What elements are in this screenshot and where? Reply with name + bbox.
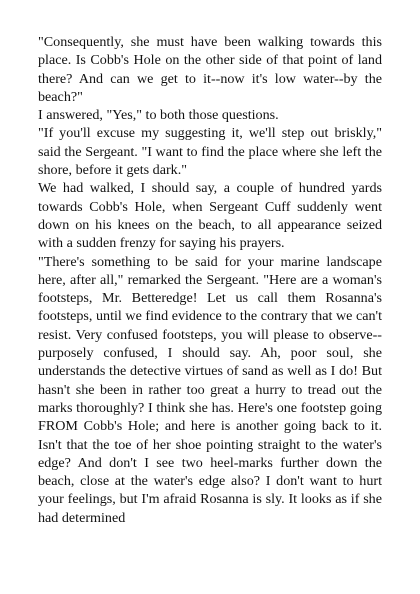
paragraph: "There's something to be said for your marine landscape here, after all," remarked the Sergeant. "Here are a woman's footsteps, Mr. Betteredge! Let us call them Rosanna's footsteps, until we find evidence to the contrary that we can't resist. Very confused footsteps, you will please to observe--purposely confused, I should say. Ah, poor soul, she understands the detective virtues of sand as well as I do! But hasn't she been in rather too great a hurry to tread out the marks thoroughly? I think she has. Here's one footstep going FROM Cobb's Hole; and here is another going back to it. Isn't that the toe of her shoe pointing straight to the water's edge? And don't I see two heel-marks further down the beach, close at the water's edge also? I don't want to hurt your feelings, but I'm afraid Rosanna is sly. It looks as if she had determined <box>38 253 382 526</box>
paragraph: We had walked, I should say, a couple of hundred yards towards Cobb's Hole, when Sergeant Cuff suddenly went down on his knees on the beach, to all appearance seized with a sudden frenzy for saying his prayers. <box>38 180 382 252</box>
paragraph: "Consequently, she must have been walking towards this place. Is Cobb's Hole on the other side of that point of land there? And can we get to it--now it's low water--by the beach?" <box>38 34 382 105</box>
paragraph: "If you'll excuse my suggesting it, we'll step out briskly," said the Sergeant. "I want to find the place where she left the shore, before it gets dark." <box>38 125 382 179</box>
document-page <box>38 33 382 527</box>
paragraph: I answered, "Yes," to both those questions. <box>38 107 279 124</box>
